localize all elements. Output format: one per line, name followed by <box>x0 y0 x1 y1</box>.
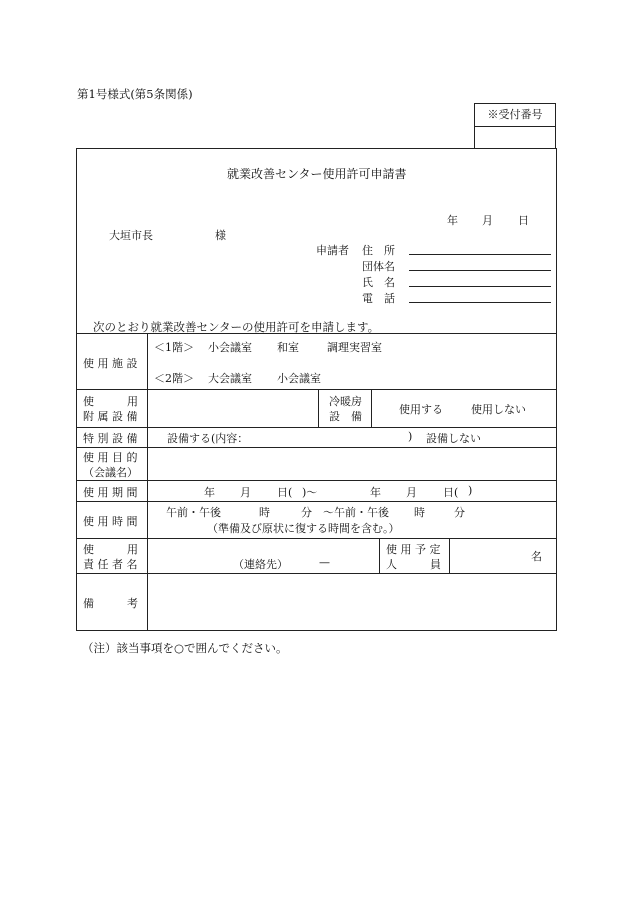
period-label: 使 用 期 間 <box>83 486 138 499</box>
row-divider <box>77 480 556 481</box>
applicant-address-label: 住 所 <box>362 244 395 257</box>
equipment-label-line2: 附 属 設 備 <box>83 410 138 423</box>
purpose-label-line1: 使 用 目 的 <box>83 451 138 464</box>
special-prepare-option[interactable]: 設備する(内容： <box>167 432 249 445</box>
time-to-minute: 分 <box>454 506 465 519</box>
time-to-ampm[interactable]: 午前・午後 <box>334 506 389 519</box>
remarks-field[interactable] <box>148 574 556 630</box>
floor2-label: ＜2階＞ <box>154 372 194 385</box>
date-month: 月 <box>482 214 493 227</box>
form-number: 第1号様式(第5条関係) <box>77 87 193 101</box>
applicant-name-field[interactable] <box>409 286 551 287</box>
manager-divider <box>449 538 450 573</box>
applicant-phone-field[interactable] <box>409 302 551 303</box>
equipment-label-line1: 使 用 <box>83 395 138 408</box>
date-year: 年 <box>447 214 458 227</box>
room-option[interactable]: 調理実習室 <box>327 341 382 354</box>
period-from-month: 月 <box>240 486 251 499</box>
time-note: （準備及び原状に復する時間を含む。） <box>207 522 400 535</box>
period-from-day: 日( <box>277 486 293 499</box>
period-to-year: 年 <box>370 486 381 499</box>
room-option[interactable]: 小会議室 <box>277 372 321 385</box>
time-from-minute: 分 <box>301 506 312 519</box>
room-option[interactable]: 大会議室 <box>208 372 252 385</box>
period-from-year: 年 <box>204 486 215 499</box>
row-divider <box>77 501 556 502</box>
period-to-weekday: ) <box>468 484 473 497</box>
aircon-use-option[interactable]: 使用する <box>399 403 443 416</box>
footnote: （注）該当事項を○で囲んでください。 <box>82 641 288 655</box>
attendees-unit: 名 <box>531 550 542 563</box>
manager-contact-label: （連絡先） <box>233 558 288 571</box>
period-to-month: 月 <box>406 486 417 499</box>
addressee: 大垣市長 <box>109 229 153 242</box>
special-label: 特 別 設 備 <box>83 432 138 445</box>
applicant-group-field[interactable] <box>409 270 551 271</box>
equipment-divider <box>371 389 372 427</box>
special-close-paren: ) <box>408 430 413 443</box>
room-option[interactable]: 小会議室 <box>208 341 252 354</box>
aircon-label-line1: 冷暖房 <box>329 395 362 408</box>
applicant-label: 申請者 <box>316 244 349 257</box>
manager-divider <box>379 538 380 573</box>
applicant-address-field[interactable] <box>409 254 551 255</box>
remarks-label: 備 考 <box>83 597 138 610</box>
period-to-day: 日( <box>443 486 459 499</box>
row-divider <box>77 333 556 334</box>
floor1-label: ＜1階＞ <box>154 341 194 354</box>
attendees-label-line1: 使 用 予 定 <box>386 543 441 556</box>
addressee-suffix: 様 <box>215 229 226 242</box>
receipt-number-label: ※受付番号 <box>475 104 555 127</box>
application-form <box>76 148 557 631</box>
applicant-phone-label: 電 話 <box>362 292 395 305</box>
manager-contact-dash: — <box>319 556 330 569</box>
equipment-divider <box>318 389 319 427</box>
room-option[interactable]: 和室 <box>277 341 299 354</box>
purpose-field[interactable] <box>148 448 556 479</box>
period-from-weekday: )～ <box>302 486 318 499</box>
row-divider <box>77 389 556 390</box>
time-from-ampm[interactable]: 午前・午後 <box>166 506 221 519</box>
manager-label-line2: 責 任 者 名 <box>83 558 138 571</box>
aircon-label-line2: 設 備 <box>329 410 362 423</box>
time-to-hour: 時 <box>414 506 425 519</box>
receipt-number-box <box>474 103 556 149</box>
form-title: 就業改善センター使用許可申請書 <box>227 167 407 181</box>
attendees-label-line2: 人 員 <box>386 558 441 571</box>
applicant-group-label: 団体名 <box>362 260 395 273</box>
time-label: 使 用 時 間 <box>83 515 138 528</box>
time-from-hour: 時 <box>259 506 270 519</box>
applicant-name-label: 氏 名 <box>362 276 395 289</box>
intro-text: 次のとおり就業改善センターの使用許可を申請します。 <box>93 320 380 334</box>
manager-label-line1: 使 用 <box>83 543 138 556</box>
purpose-label-line2: （会議名） <box>83 466 138 479</box>
row-divider <box>77 427 556 428</box>
date-day: 日 <box>518 214 529 227</box>
receipt-number-field[interactable] <box>475 127 555 149</box>
aircon-nouse-option[interactable]: 使用しない <box>471 403 526 416</box>
time-tilde: ～ <box>323 506 334 519</box>
facility-label: 使 用 施 設 <box>83 357 138 370</box>
row-divider <box>77 538 556 539</box>
special-none-option[interactable]: 設備しない <box>426 432 481 445</box>
